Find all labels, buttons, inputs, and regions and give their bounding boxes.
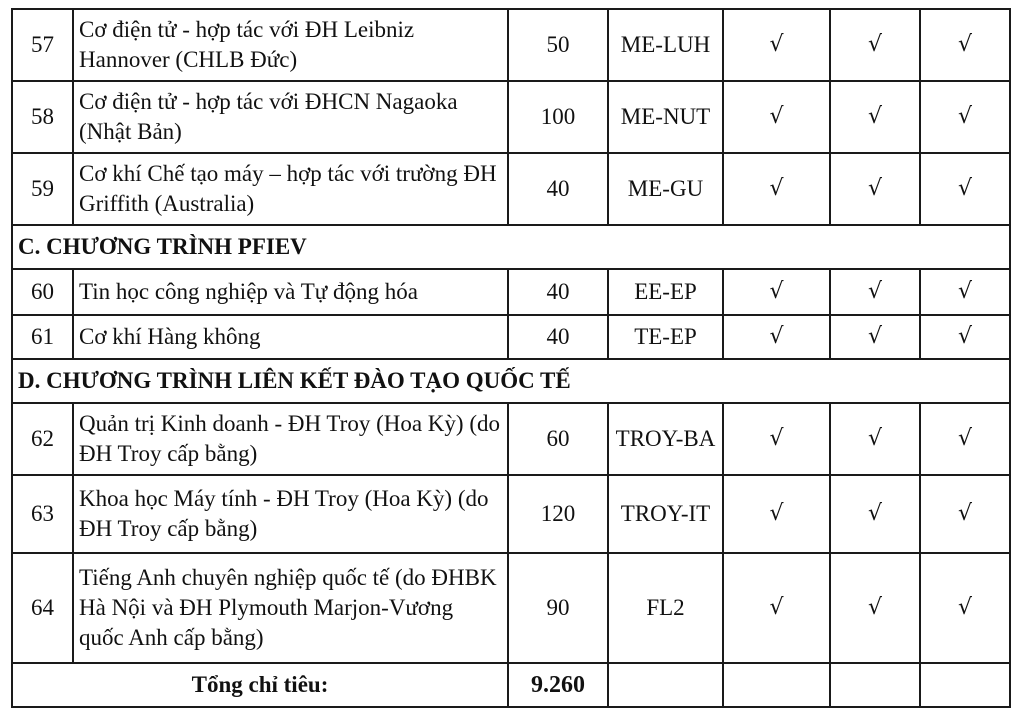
row-number: 63	[12, 475, 73, 553]
quota-value: 90	[508, 553, 608, 663]
check-mark-icon: √	[723, 553, 830, 663]
program-code: ME-NUT	[608, 81, 723, 153]
program-code: TROY-BA	[608, 403, 723, 475]
check-mark-icon: √	[723, 475, 830, 553]
total-quota: 9.260	[508, 663, 608, 707]
check-mark-icon: √	[830, 403, 920, 475]
program-name: Quản trị Kinh doanh - ĐH Troy (Hoa Kỳ) (do ĐH Troy cấp bằng)	[73, 403, 508, 475]
table-row	[12, 153, 1010, 225]
admissions-quota-table	[11, 8, 1011, 708]
check-mark-icon: √	[723, 403, 830, 475]
row-number: 64	[12, 553, 73, 663]
table-row	[12, 269, 1010, 315]
table-body	[12, 9, 1010, 707]
check-mark-icon: √	[830, 553, 920, 663]
program-code: ME-LUH	[608, 9, 723, 81]
program-name: Tin học công nghiệp và Tự động hóa	[73, 269, 508, 315]
section-header-row	[12, 359, 1010, 403]
check-mark-icon: √	[830, 153, 920, 225]
check-mark-icon: √	[830, 269, 920, 315]
program-name: Tiếng Anh chuyên nghiệp quốc tế (do ĐHBK Hà Nội và ĐH Plymouth Marjon-Vương quốc Anh cấp bằng)	[73, 553, 508, 663]
empty-cell	[723, 663, 830, 707]
program-name: Khoa học Máy tính - ĐH Troy (Hoa Kỳ) (do ĐH Troy cấp bằng)	[73, 475, 508, 553]
total-row	[12, 663, 1010, 707]
row-number: 58	[12, 81, 73, 153]
quota-value: 100	[508, 81, 608, 153]
check-mark-icon: √	[920, 553, 1010, 663]
program-code: EE-EP	[608, 269, 723, 315]
row-number: 59	[12, 153, 73, 225]
row-number: 60	[12, 269, 73, 315]
row-number: 61	[12, 315, 73, 359]
table-row	[12, 475, 1010, 553]
check-mark-icon: √	[830, 81, 920, 153]
table-row	[12, 81, 1010, 153]
check-mark-icon: √	[920, 403, 1010, 475]
check-mark-icon: √	[723, 315, 830, 359]
check-mark-icon: √	[723, 9, 830, 81]
check-mark-icon: √	[723, 81, 830, 153]
check-mark-icon: √	[723, 269, 830, 315]
row-number: 62	[12, 403, 73, 475]
table-row	[12, 315, 1010, 359]
quota-value: 60	[508, 403, 608, 475]
check-mark-icon: √	[830, 315, 920, 359]
quota-value: 40	[508, 153, 608, 225]
program-name: Cơ khí Chế tạo máy – hợp tác với trường ĐH Griffith (Australia)	[73, 153, 508, 225]
quota-value: 40	[508, 269, 608, 315]
quota-value: 120	[508, 475, 608, 553]
total-label: Tổng chỉ tiêu:	[12, 663, 508, 707]
check-mark-icon: √	[920, 81, 1010, 153]
program-code: ME-GU	[608, 153, 723, 225]
check-mark-icon: √	[830, 9, 920, 81]
program-code: TROY-IT	[608, 475, 723, 553]
empty-cell	[830, 663, 920, 707]
program-name: Cơ điện tử - hợp tác với ĐHCN Nagaoka (Nhật Bản)	[73, 81, 508, 153]
empty-cell	[920, 663, 1010, 707]
table-row	[12, 553, 1010, 663]
section-title: D. CHƯƠNG TRÌNH LIÊN KẾT ĐÀO TẠO QUỐC TẾ	[12, 359, 1010, 403]
quota-value: 50	[508, 9, 608, 81]
program-code: TE-EP	[608, 315, 723, 359]
empty-cell	[608, 663, 723, 707]
check-mark-icon: √	[920, 315, 1010, 359]
check-mark-icon: √	[920, 475, 1010, 553]
program-code: FL2	[608, 553, 723, 663]
quota-value: 40	[508, 315, 608, 359]
program-name: Cơ khí Hàng không	[73, 315, 508, 359]
row-number: 57	[12, 9, 73, 81]
check-mark-icon: √	[830, 475, 920, 553]
check-mark-icon: √	[920, 153, 1010, 225]
section-header-row	[12, 225, 1010, 269]
check-mark-icon: √	[920, 9, 1010, 81]
section-title: C. CHƯƠNG TRÌNH PFIEV	[12, 225, 1010, 269]
program-name: Cơ điện tử - hợp tác với ĐH Leibniz Hannover (CHLB Đức)	[73, 9, 508, 81]
check-mark-icon: √	[920, 269, 1010, 315]
table-row	[12, 403, 1010, 475]
check-mark-icon: √	[723, 153, 830, 225]
table-row	[12, 9, 1010, 81]
